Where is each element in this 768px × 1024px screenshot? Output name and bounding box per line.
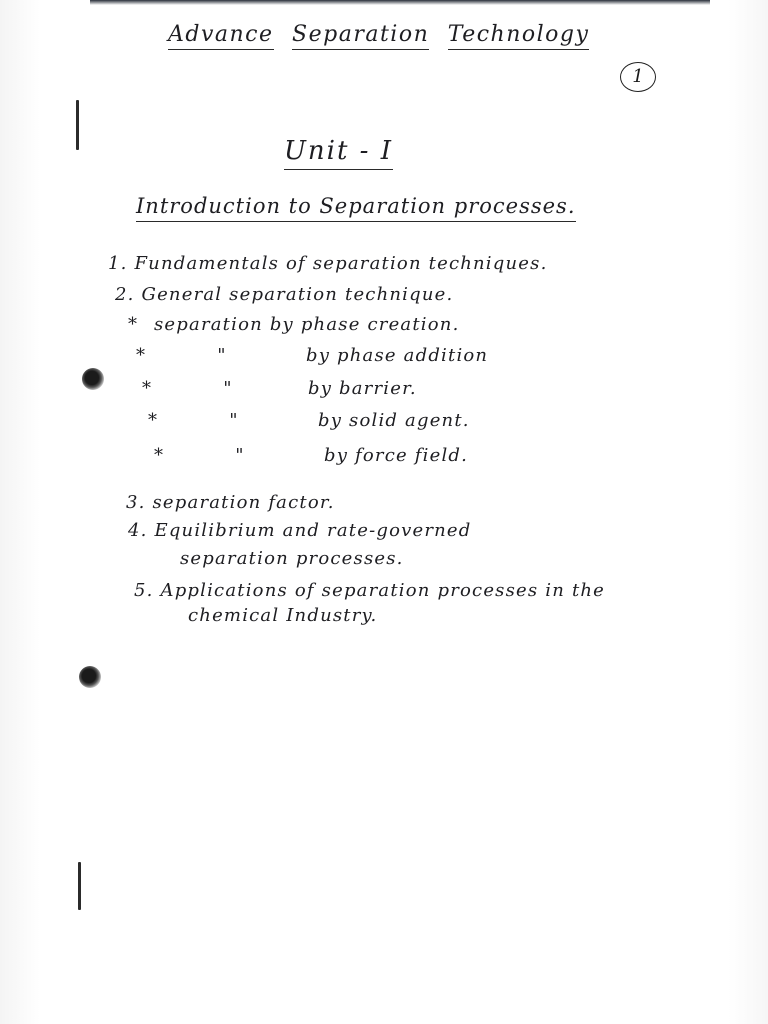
list-item: 4. Equilibrium and rate-governed (128, 520, 472, 541)
list-item: 2. General separation technique. (115, 284, 454, 305)
list-item: 3. separation factor. (126, 492, 335, 513)
page-number: 1 (620, 62, 656, 92)
asterisk-bullet: * (154, 445, 165, 466)
ditto-mark: " (229, 410, 239, 431)
page-title (168, 22, 599, 50)
page-top-edge (90, 0, 710, 5)
asterisk-bullet: * (142, 378, 153, 399)
margin-mark (78, 862, 81, 910)
list-item-continuation: separation processes. (180, 548, 404, 569)
sub-item-text: separation by phase creation. (154, 314, 460, 335)
punch-hole (79, 666, 101, 688)
margin-mark (76, 100, 79, 150)
sub-item-text: by solid agent. (318, 410, 470, 431)
sub-list-item (148, 410, 470, 431)
section-heading: Introduction to Separation processes. (136, 194, 576, 222)
list-item: 5. Applications of separation processes in the (134, 580, 606, 601)
title-word: Advance (168, 22, 274, 50)
title-word: Technology (448, 22, 590, 50)
sub-list-item (136, 345, 488, 366)
list-item-continuation: chemical Industry. (188, 605, 378, 626)
ditto-mark: " (223, 378, 233, 399)
sub-item-text: by force field. (324, 445, 469, 466)
sub-item-text: by barrier. (308, 378, 417, 399)
asterisk-bullet: * (148, 410, 159, 431)
title-word: Separation (292, 22, 429, 50)
ditto-mark: " (235, 445, 245, 466)
unit-heading: Unit - I (284, 136, 393, 170)
asterisk-bullet: * (136, 345, 147, 366)
ditto-mark: " (217, 345, 227, 366)
punch-hole (82, 368, 104, 390)
sub-list-item (154, 445, 468, 466)
sub-list-item (128, 314, 460, 335)
sub-item-text: by phase addition (306, 345, 489, 366)
asterisk-bullet: * (128, 314, 139, 335)
list-item: 1. Fundamentals of separation techniques. (108, 253, 548, 274)
sub-list-item (142, 378, 417, 399)
